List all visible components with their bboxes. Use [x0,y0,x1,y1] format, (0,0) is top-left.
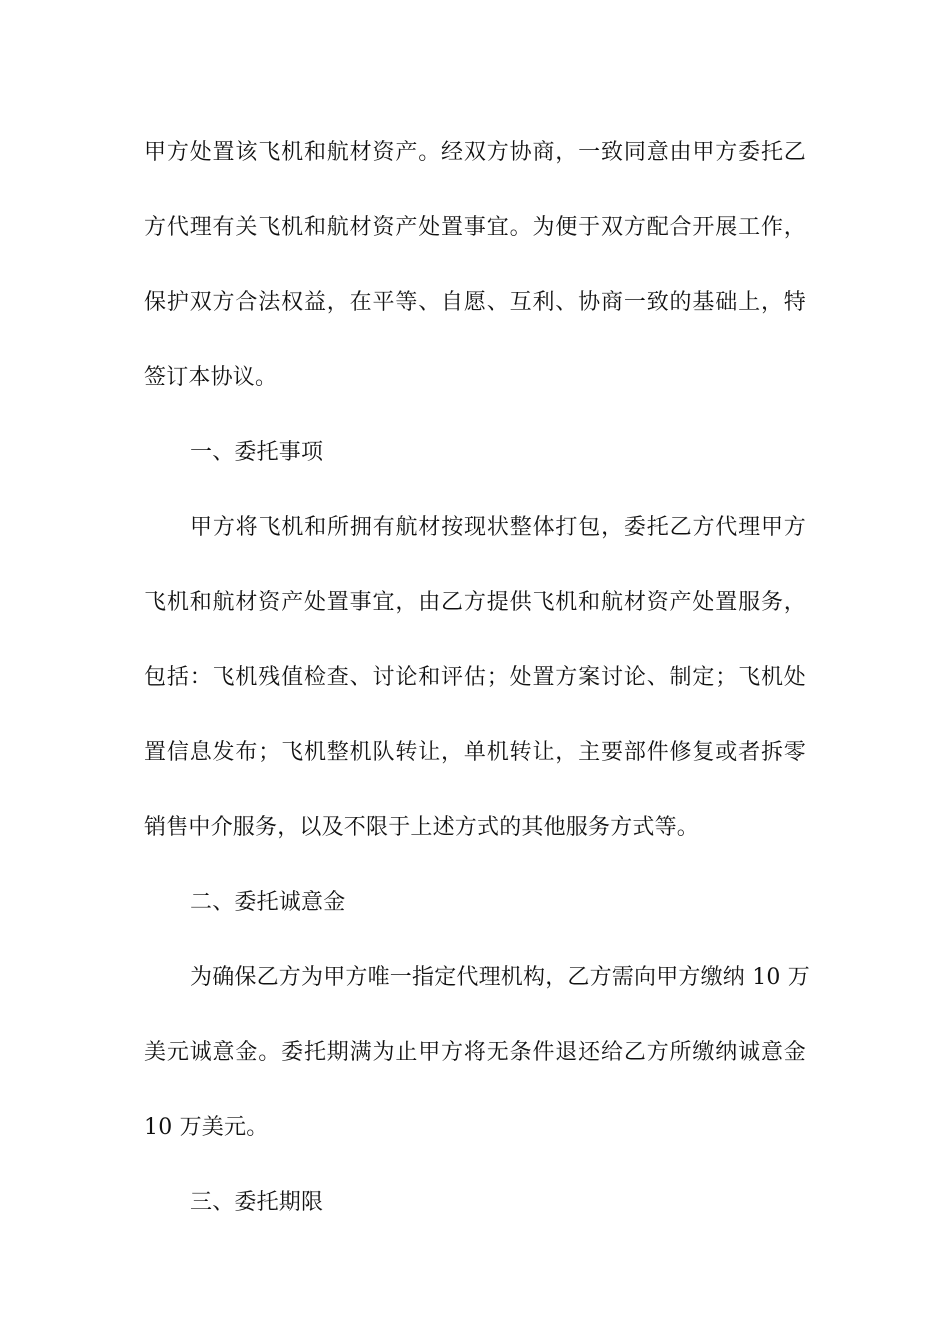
paragraph-line: 美元诚意金。委托期满为止甲方将无条件退还给乙方所缴纳诚意金 [144,1040,806,1065]
paragraph-line: 方代理有关飞机和航材资产处置事宜。为便于双方配合开展工作， [144,215,806,240]
paragraph-line: 为确保乙方为甲方唯一指定代理机构，乙方需向甲方缴纳 10 万 [190,965,810,990]
paragraph-line: 置信息发布；飞机整机队转让，单机转让，主要部件修复或者拆零 [144,740,806,765]
paragraph-line: 包括：飞机残值检查、讨论和评估；处置方案讨论、制定；飞机处 [144,665,806,690]
paragraph-line: 甲方将飞机和所拥有航材按现状整体打包，委托乙方代理甲方 [190,515,806,540]
paragraph-line: 保护双方合法权益，在平等、自愿、互利、协商一致的基础上，特 [144,290,806,315]
paragraph-line: 销售中介服务，以及不限于上述方式的其他服务方式等。 [144,815,700,840]
section-heading: 一、委托事项 [190,440,324,465]
section-heading: 二、委托诚意金 [190,890,346,915]
paragraph-line: 甲方处置该飞机和航材资产。经双方协商，一致同意由甲方委托乙 [144,140,806,165]
section-heading: 三、委托期限 [190,1190,324,1215]
paragraph-line: 10 万美元。 [144,1115,269,1140]
paragraph-line: 签订本协议。 [144,365,278,390]
paragraph-line: 飞机和航材资产处置事宜，由乙方提供飞机和航材资产处置服务， [144,590,806,615]
